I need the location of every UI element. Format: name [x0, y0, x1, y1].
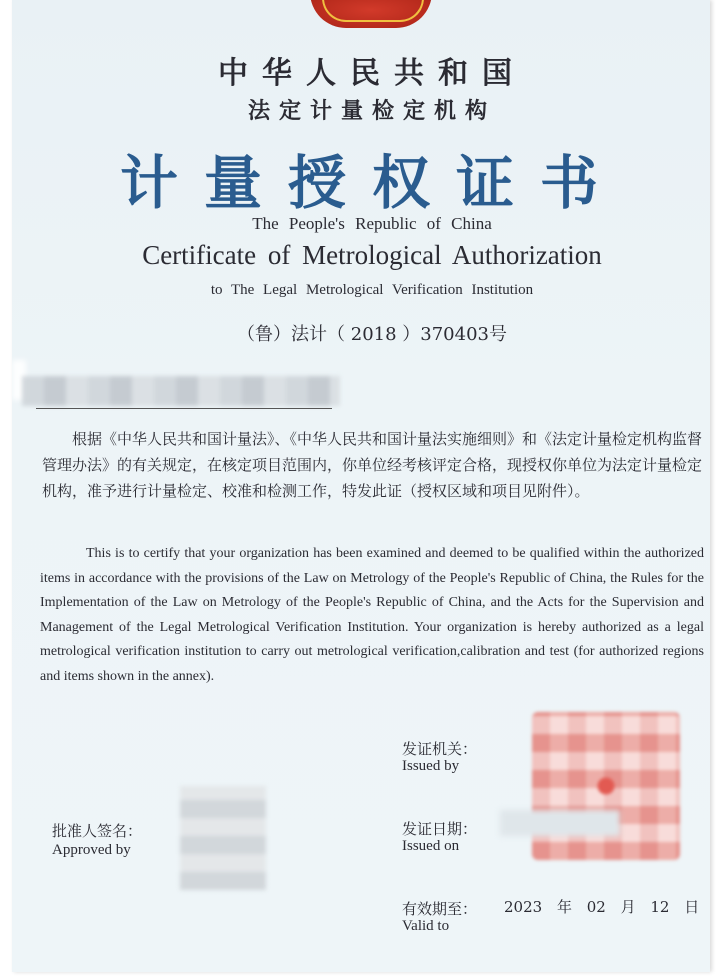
approved-by-label-cn: 批准人签名： [52, 822, 143, 840]
organization-name-redacted [22, 376, 340, 406]
issued-on-label-en: Issued on [402, 838, 460, 854]
certificate-subtitle-en: to The Legal Metrological Verification Institution [210, 282, 534, 298]
valid-to-date: 2023 年 02 月 12 日 [504, 898, 700, 916]
national-emblem-icon [310, 0, 432, 28]
country-name-cn: 中华人民共和国 [218, 56, 526, 91]
body-text-en: This is to certify that your organization has been examined and deemed to be qualified within the authorized items in accordance with the provisions of the Law on Metrology of the People's Republic of China, the Rules for the Implementation of the Law on Metrology of the People's Republic of China, and the Acts for the Supervision and Management of the Legal Metrological Verification Institution. Your organization is hereby authorized as a legal metrological verification institution to carry out metrological verification,calibration and test (for authorized regions and items shown in the annex). [40, 546, 704, 684]
certificate-sheet [12, 0, 710, 972]
issue-date-redacted [500, 810, 620, 836]
emblem-ring [322, 0, 424, 22]
country-name-en: The People's Republic of China [252, 214, 492, 233]
institution-type-cn: 法定计量检定机构 [247, 99, 496, 124]
issued-by-label-en: Issued by [402, 758, 460, 774]
official-seal-redacted [532, 712, 680, 860]
valid-to-label-cn: 有效期至： [402, 900, 478, 918]
issued-on-label-cn: 发证日期： [402, 820, 478, 838]
issued-by-label-cn: 发证机关： [402, 740, 478, 758]
certificate-title-en: Certificate of Metrological Authorization [142, 240, 602, 270]
valid-to-label-en: Valid to [402, 918, 450, 934]
certificate-number: （鲁）法计（ 2018 ）370403号 [237, 324, 507, 345]
organization-underline [36, 408, 332, 409]
certificate-title-cn: 计量授权证书 [119, 149, 624, 217]
signature-redacted [180, 786, 266, 890]
body-text-cn: 根据《中华人民共和国计量法》、《中华人民共和国计量法实施细则》和《法定计量检定机构监督管理办法》的有关规定，在核定项目范围内，你单位经考核评定合格，现授权你单位为法定计量检定机构，准予进行计量检定、校准和检测工作，特发此证（授权区域和项目见附件）。 [42, 430, 703, 500]
approved-by-label-en: Approved by [52, 842, 131, 858]
